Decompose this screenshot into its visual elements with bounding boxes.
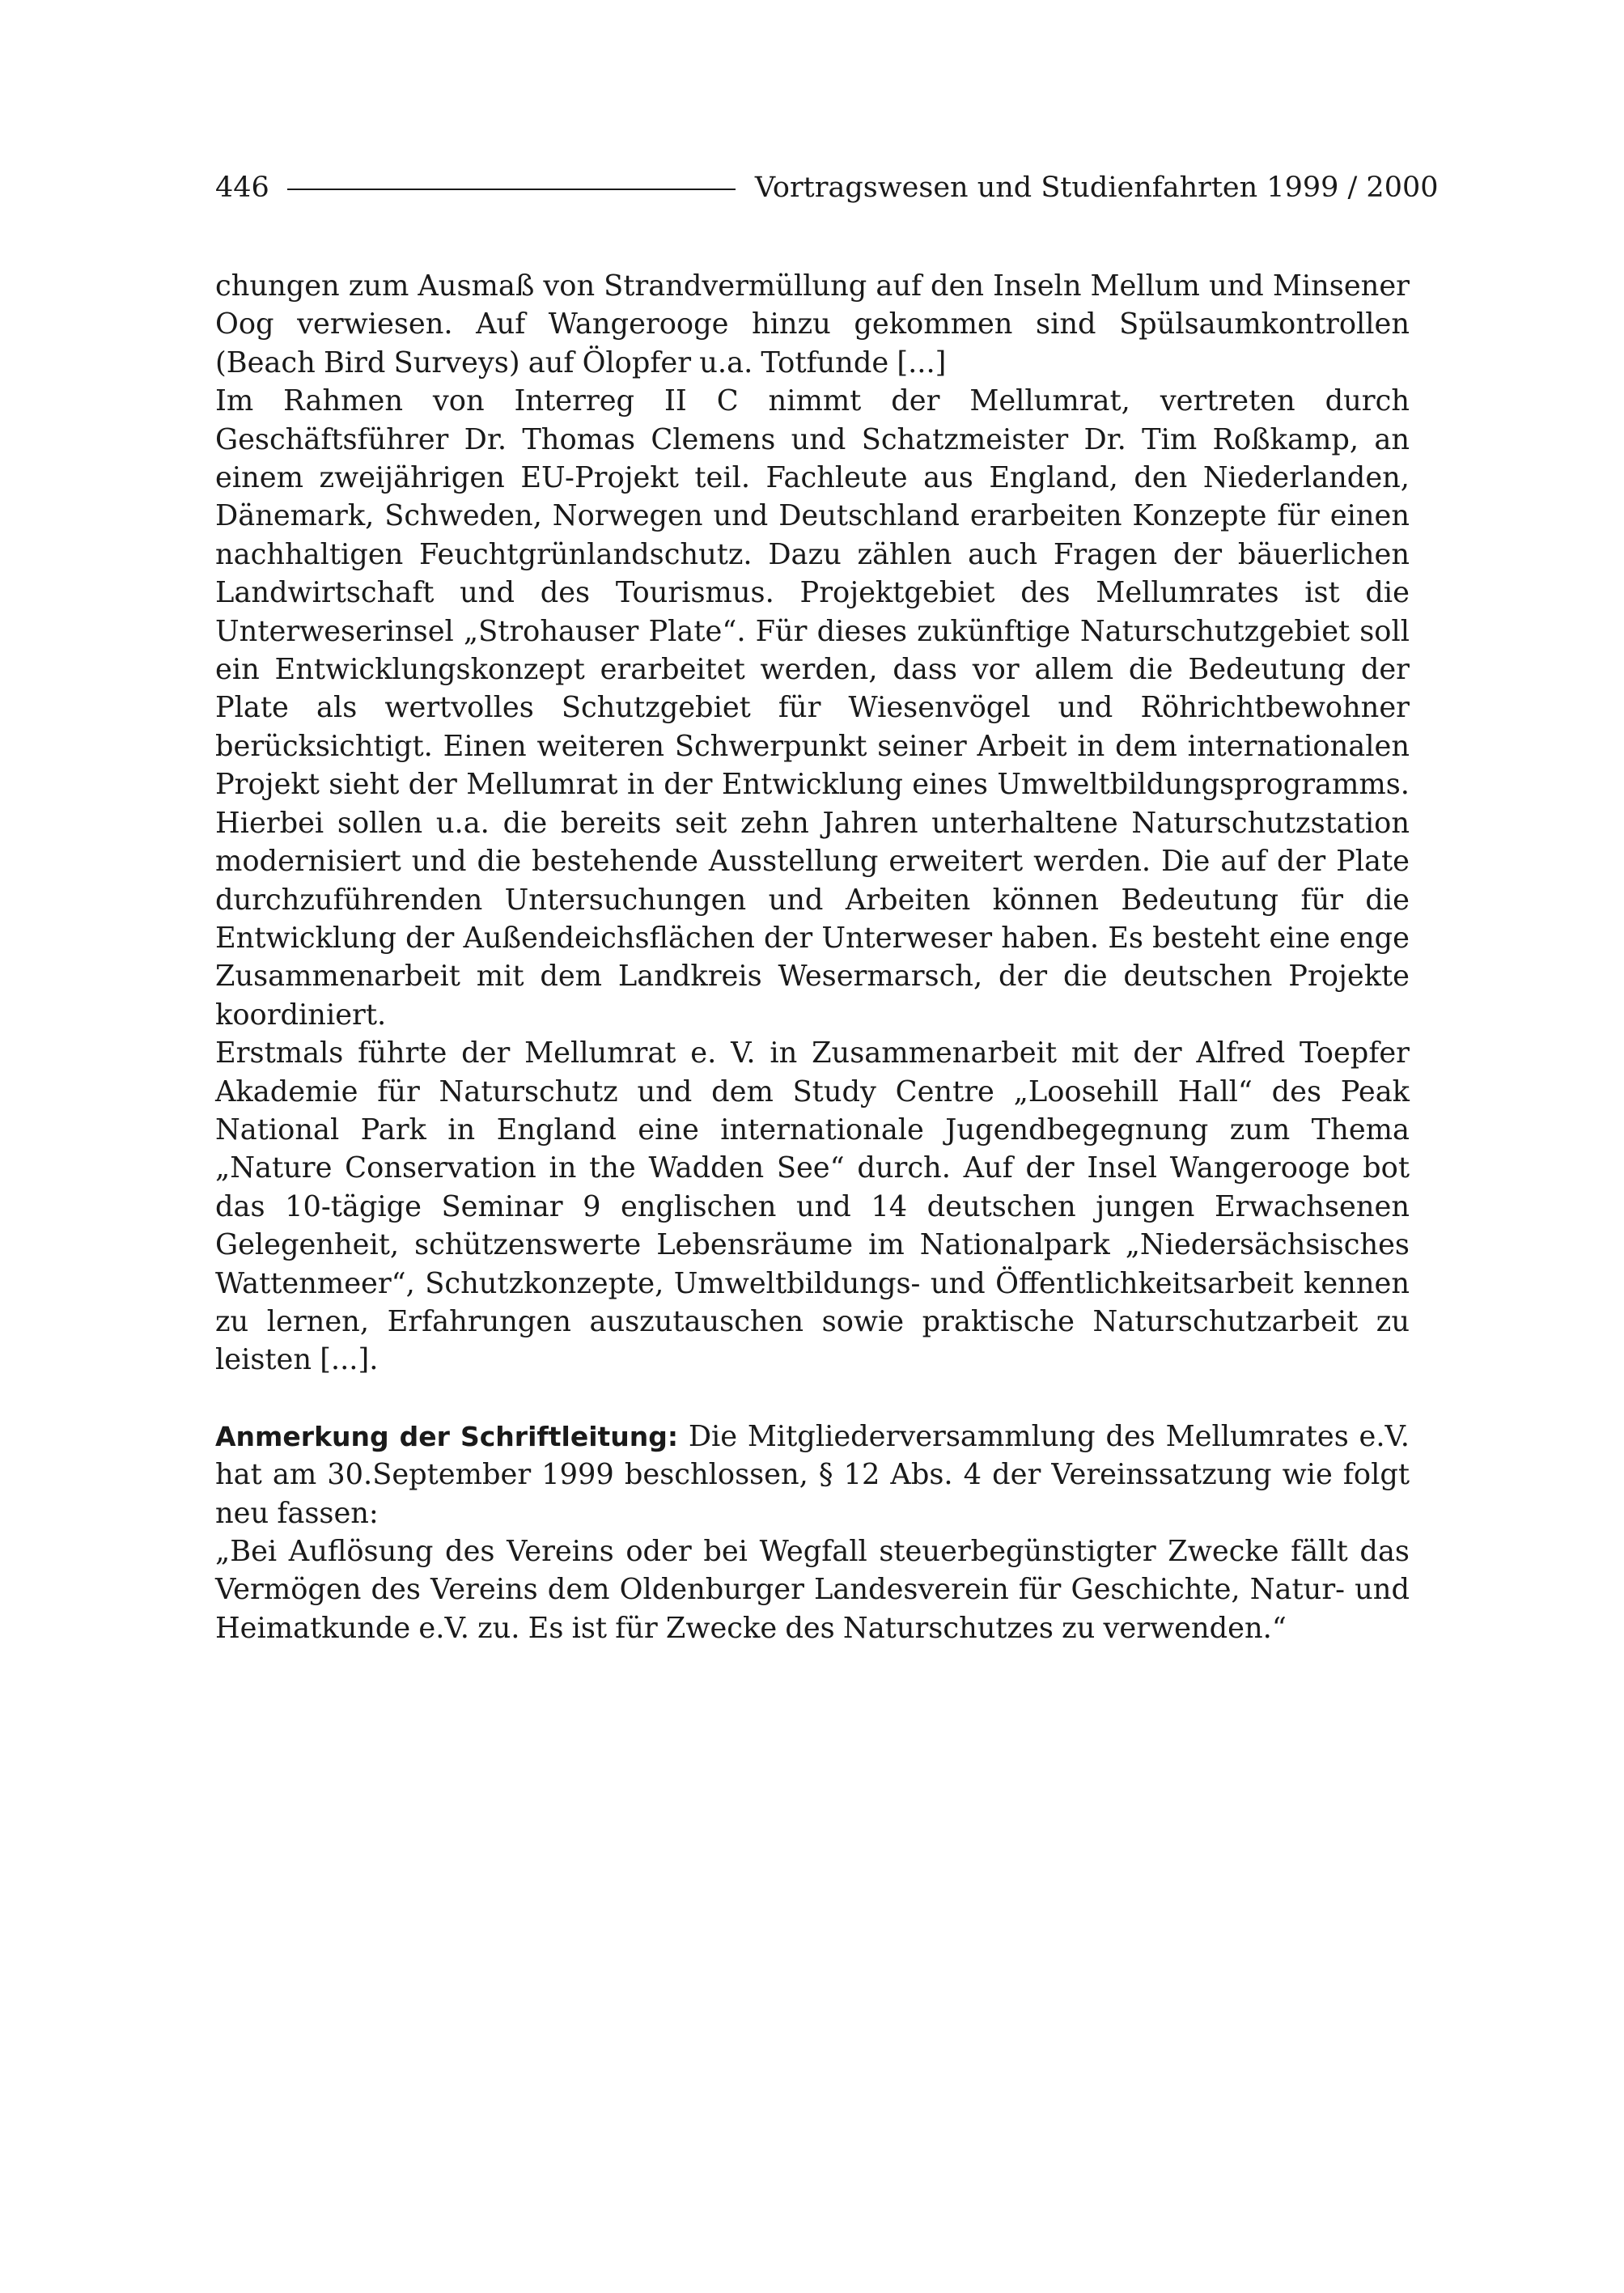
paragraph-3: Erstmals führte der Mellumrat e. V. in Zusammenarbeit mit der Alfred Toepfer Akademie für Naturschutz und dem Study Centre „Loosehill Hall“ des Peak National Park in England eine internationale Jugendbegegnung zum Thema „Nature Conservation in the Wadden See“ durch. Auf der Insel Wangerooge bot das 10-tägige Seminar 9 englischen und 14 deutschen jungen Erwachsenen Gelegenheit, schützenswerte Lebensräume im Nationalpark „Niedersächsisches Wattenmeer“, Schutzkonzepte, Umweltbildungs- und Öffentlichkeitsarbeit kennen zu lernen, Erfahrungen auszutauschen sowie praktische Naturschutzarbeit zu leisten [...].	[215, 1036, 1410, 1377]
header-rule	[287, 189, 736, 190]
paragraph-1: chungen zum Ausmaß von Strandvermüllung auf den Inseln Mellum und Minsener Oog verwiesen. Auf Wangerooge hinzu gekommen sind Spülsaumkontrollen (Beach Bird Surveys) auf Ölopfer u.a. Totfunde [...]	[215, 269, 1410, 379]
section-spacer	[215, 1380, 1410, 1418]
statute-quote: „Bei Auflösung des Vereins oder bei Wegfall steuerbegünstigter Zwecke fällt das Vermögen des Vereins dem Oldenburger Landesverein für Geschichte, Natur- und Heimatkunde e.V. zu. Es ist für Zwecke des Naturschutzes zu verwenden.“	[215, 1535, 1410, 1645]
running-title: Vortragswesen und Studienfahrten 1999 / 2000	[754, 172, 1439, 204]
editorial-note	[215, 1418, 1410, 1532]
page-number: 446	[215, 172, 269, 204]
editorial-note-text: Die Mitgliederversammlung des Mellumrates e.V. hat am 30.September 1999 beschlossen, § 12 Abs. 4 der Vereinssatzung wie folgt neu fassen:	[215, 1419, 1410, 1530]
page-header	[215, 167, 1439, 209]
editorial-note-label: Anmerkung der Schriftleitung:	[215, 1420, 679, 1452]
body-text	[215, 267, 1410, 1647]
paragraph-2: Im Rahmen von Interreg II C nimmt der Mellumrat, vertreten durch Geschäftsführer Dr. Thomas Clemens und Schatzmeister Dr. Tim Roßkamp, an einem zweijährigen EU-Projekt teil. Fachleute aus England, den Niederlanden, Dänemark, Schweden, Norwegen und Deutschland erarbeiten Konzepte für einen nachhaltigen Feuchtgrünlandschutz. Dazu zählen auch Fragen der bäuerlichen Landwirtschaft und des Tourismus. Projektgebiet des Mellumrates ist die Unterweserinsel „Strohauser Plate“. Für dieses zukünftige Naturschutzgebiet soll ein Entwicklungskonzept erarbeitet werden, dass vor allem die Bedeutung der Plate als wertvolles Schutzgebiet für Wiesenvögel und Röhrichtbewohner berücksichtigt. Einen weiteren Schwerpunkt seiner Arbeit in dem internationalen Projekt sieht der Mellumrat in der Entwicklung eines Umweltbildungsprogramms. Hierbei sollen u.a. die bereits seit zehn Jahren unterhaltene Naturschutzstation modernisiert und die bestehende Ausstellung erweitert werden. Die auf der Plate durchzuführenden Untersuchungen und Arbeiten können Bedeutung für die Entwicklung der Außendeichsflächen der Unterweser haben. Es besteht eine enge Zusammenarbeit mit dem Landkreis Wesermarsch, der die deutschen Projekte koordiniert.	[215, 384, 1410, 1032]
